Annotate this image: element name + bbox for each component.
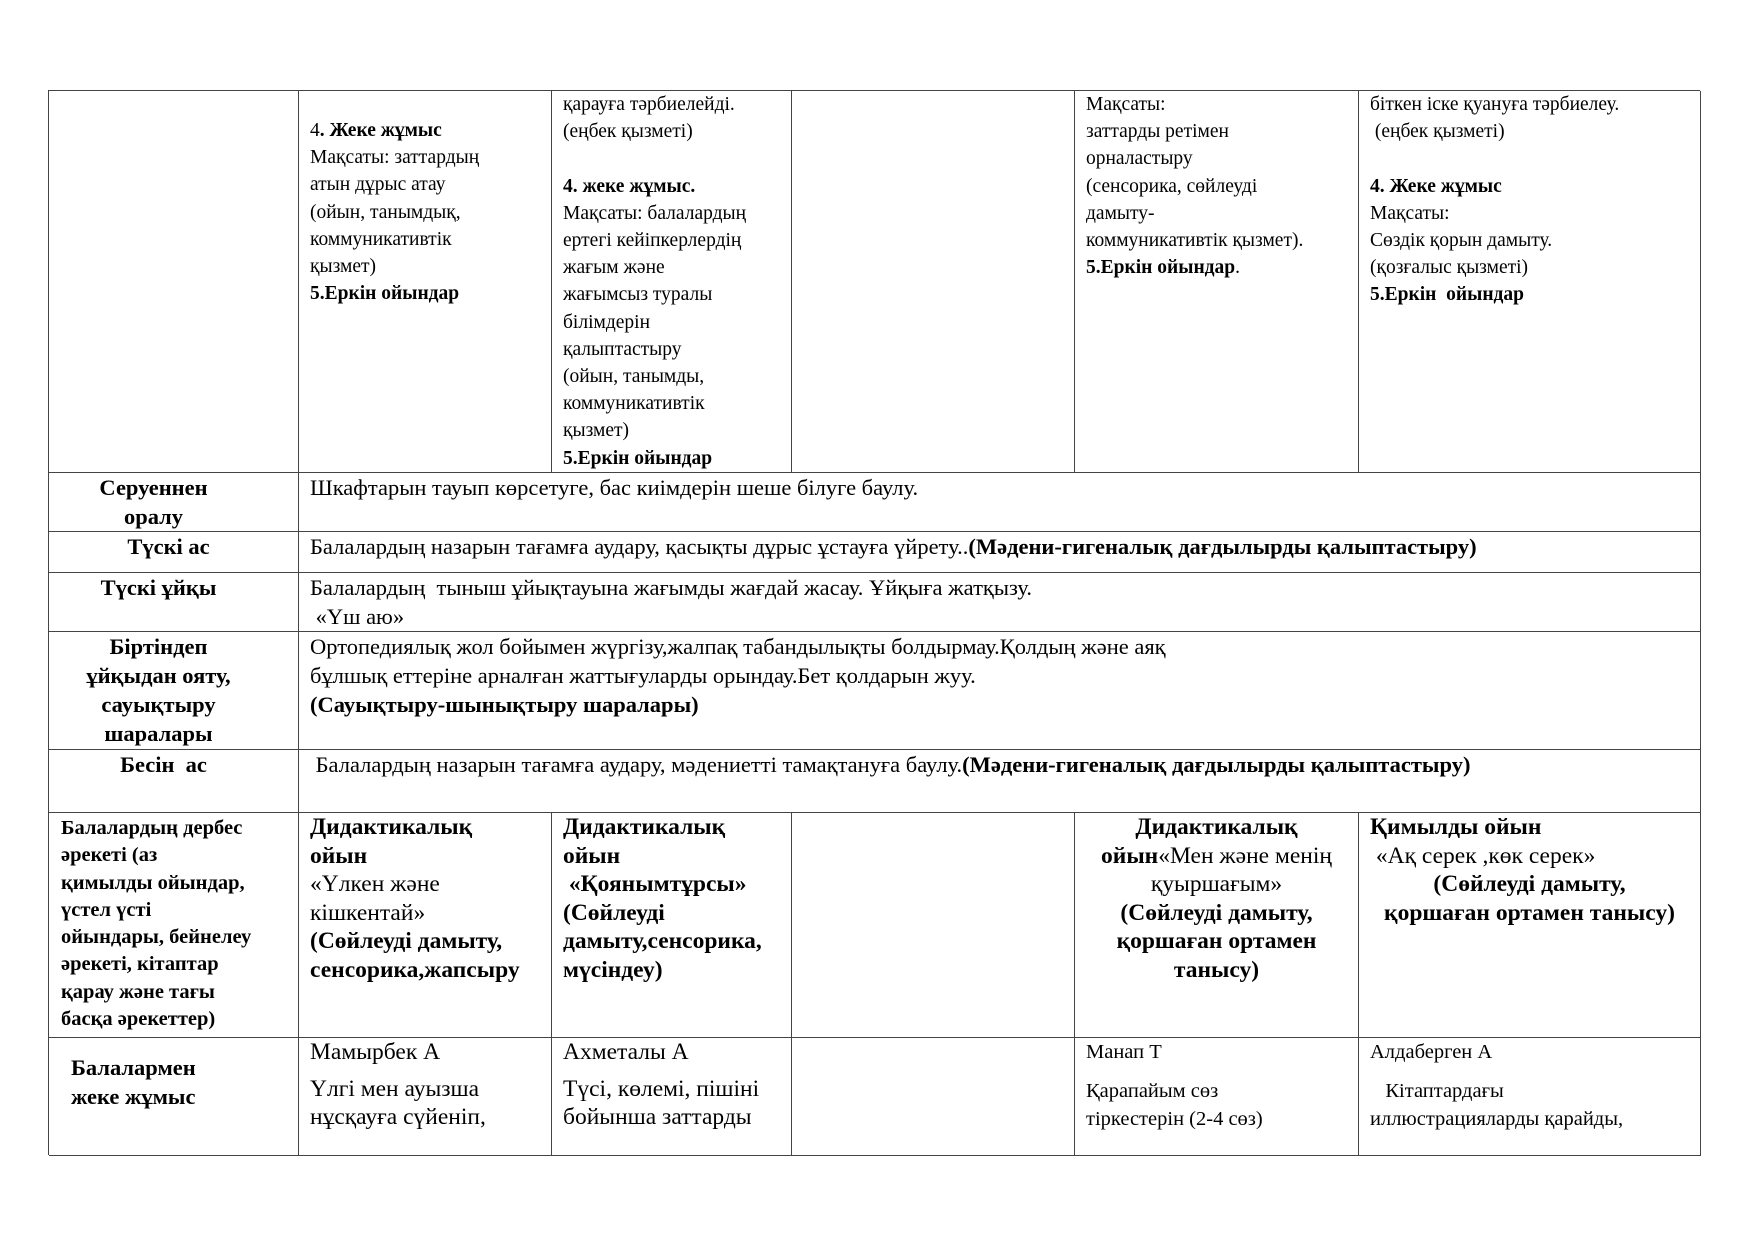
r1-c5-line: коммуникативтік қызмет). bbox=[1086, 230, 1304, 252]
r8-c4 bbox=[792, 1038, 1075, 1156]
r1-c3-line: коммуникативтік bbox=[563, 393, 705, 415]
r4-label: Түскі ұйқы bbox=[49, 573, 299, 632]
r1-c3-line: Мақсаты: балалардың bbox=[563, 202, 747, 224]
r1-c5-line: (сенсорика, сөйлеуді bbox=[1086, 175, 1258, 197]
r1-c5-line: Мақсаты: bbox=[1086, 94, 1166, 115]
r7-label: Балалардың дербес әрекеті (аз қимылды ойындар, үстел үсті ойындары, бейнелеу әрекеті, кітаптар қарау және тағы басқа әрекеттер) bbox=[49, 813, 299, 1038]
r1-c6-line: Сөздік қорын дамыту. bbox=[1370, 230, 1553, 252]
r1-c5 bbox=[1075, 91, 1359, 473]
r1-c6-line: Мақсаты: bbox=[1370, 202, 1450, 224]
r1-c6-line: (қозғалыс қызметі) bbox=[1370, 257, 1529, 279]
r6-label: Бесін ас bbox=[49, 750, 299, 813]
r1-c5-games: 5.Еркін ойындар. bbox=[1086, 257, 1241, 279]
r1-c3 bbox=[552, 91, 792, 473]
r1-c2-line: (ойын, танымдық, bbox=[310, 201, 461, 223]
r5-label: Біртіндеп ұйқыдан ояту, сауықтыру шаралары bbox=[49, 632, 299, 750]
r1-c5-line: заттарды ретімен bbox=[1086, 121, 1229, 143]
r7-c3: Дидактикалық ойын «Қоянымтұрсы» (Сөйлеуді дамыту,сенсорика, мүсіндеу) bbox=[552, 813, 792, 1038]
r3-label: Түскі ас bbox=[49, 532, 299, 573]
r8-c2: Мамырбек А Үлгі мен ауызша нұсқауға сүйеніп, bbox=[299, 1038, 552, 1156]
r1-c3-games: 5.Еркін ойындар bbox=[563, 447, 713, 469]
r1-c6-line: (еңбек қызметі) bbox=[1370, 121, 1505, 143]
r4-text: Балалардың тыныш ұйықтауына жағымды жағдай жасау. Ұйқыға жатқызу. «Үш аю» bbox=[299, 573, 1701, 632]
r8-c5: Манап Т Қарапайым сөз тіркестерін (2-4 сөз) bbox=[1075, 1038, 1359, 1156]
r1-c3-line: қалыптастыру bbox=[563, 338, 682, 360]
r1-c4 bbox=[792, 91, 1075, 473]
r1-c2-line: Мақсаты: заттардың bbox=[310, 147, 480, 169]
r1-c3-line: жағымсыз туралы bbox=[563, 284, 713, 306]
r1-c5-line: дамыту- bbox=[1086, 202, 1155, 224]
r1-c3-line: (ойын, танымды, bbox=[563, 366, 705, 388]
r1-c3-line: (еңбек қызметі) bbox=[563, 121, 693, 143]
r5-text: Ортопедиялық жол бойымен жүргізу,жалпақ табандылықты болдырмау.Қолдың және аяқ бұлшық еттеріне арналған жаттығуларды орындау.Бет қолдарын жуу. (Сауықтыру-шынықтыру шаралары) bbox=[299, 632, 1701, 750]
r1-c3-line: қарауға тәрбиелейді. bbox=[563, 94, 735, 115]
r1-c2-line: коммуникативтік bbox=[310, 228, 452, 250]
r7-c4 bbox=[792, 813, 1075, 1038]
r1-c2-line: қызмет) bbox=[310, 256, 377, 278]
r1-c6 bbox=[1359, 91, 1701, 473]
r1-c2 bbox=[299, 91, 552, 473]
r1-c2-games: 5.Еркін ойындар bbox=[310, 283, 460, 305]
r8-label: Балалармен жеке жұмыс bbox=[49, 1038, 299, 1156]
r6-text: Балалардың назарын тағамға аудару, мәдениетті тамақтануға баулу.(Мәдени-гигеналық дағдылырды қалыптастыру) bbox=[299, 750, 1701, 813]
r1-c6-heading: 4. Жеке жұмыс bbox=[1370, 175, 1502, 197]
r1-c6-line: біткен іске қуануға тәрбиелеу. bbox=[1370, 94, 1620, 115]
r1-c3-line: білімдерін bbox=[563, 311, 651, 333]
r1-c2-heading: 4. Жеке жұмыс bbox=[310, 120, 442, 141]
r1-c6-games: 5.Еркін ойындар bbox=[1370, 284, 1525, 306]
r7-c2: Дидактикалық ойын «Үлкен және кішкентай» (Сөйлеуді дамыту, сенсорика,жапсыру bbox=[299, 813, 552, 1038]
r1-c3-line: қызмет) bbox=[563, 420, 630, 442]
r2-text: Шкафтарын тауып көрсетуге, бас киімдерін шеше білуге баулу. bbox=[299, 473, 1701, 532]
r1-c3-heading: 4. жеке жұмыс. bbox=[563, 175, 696, 197]
r1-c5-line: орналастыру bbox=[1086, 148, 1193, 170]
r7-c6: Қимылды ойын «Ақ серек ,көк серек» (Сөйлеуді дамыту, қоршаған ортамен танысу) bbox=[1359, 813, 1701, 1038]
r3-text: Балалардың назарын тағамға аудару, қасықты дұрыс ұстауға үйрету..(Мәдени-гигеналық дағдылырды қалыптастыру) bbox=[299, 532, 1701, 573]
daily-plan-table bbox=[48, 90, 1700, 1155]
r1-c3-line: ертегі кейіпкерлердің bbox=[563, 230, 742, 252]
r8-c3: Ахметалы А Түсі, көлемі, пішіні бойынша заттарды bbox=[552, 1038, 792, 1156]
r1-c2-line: атын дұрыс атау bbox=[310, 174, 446, 196]
r1-c3-line: жағым және bbox=[563, 257, 665, 279]
r2-label: Серуеннен оралу bbox=[49, 473, 299, 532]
r8-c6: Алдаберген А Кітаптардағы иллюстрацияларды қарайды, bbox=[1359, 1038, 1701, 1156]
r7-c5: Дидактикалық ойын«Мен және менің қуыршағым» (Сөйлеуді дамыту, қоршаған ортамен танысу) bbox=[1075, 813, 1359, 1038]
r1-c1 bbox=[49, 91, 299, 473]
